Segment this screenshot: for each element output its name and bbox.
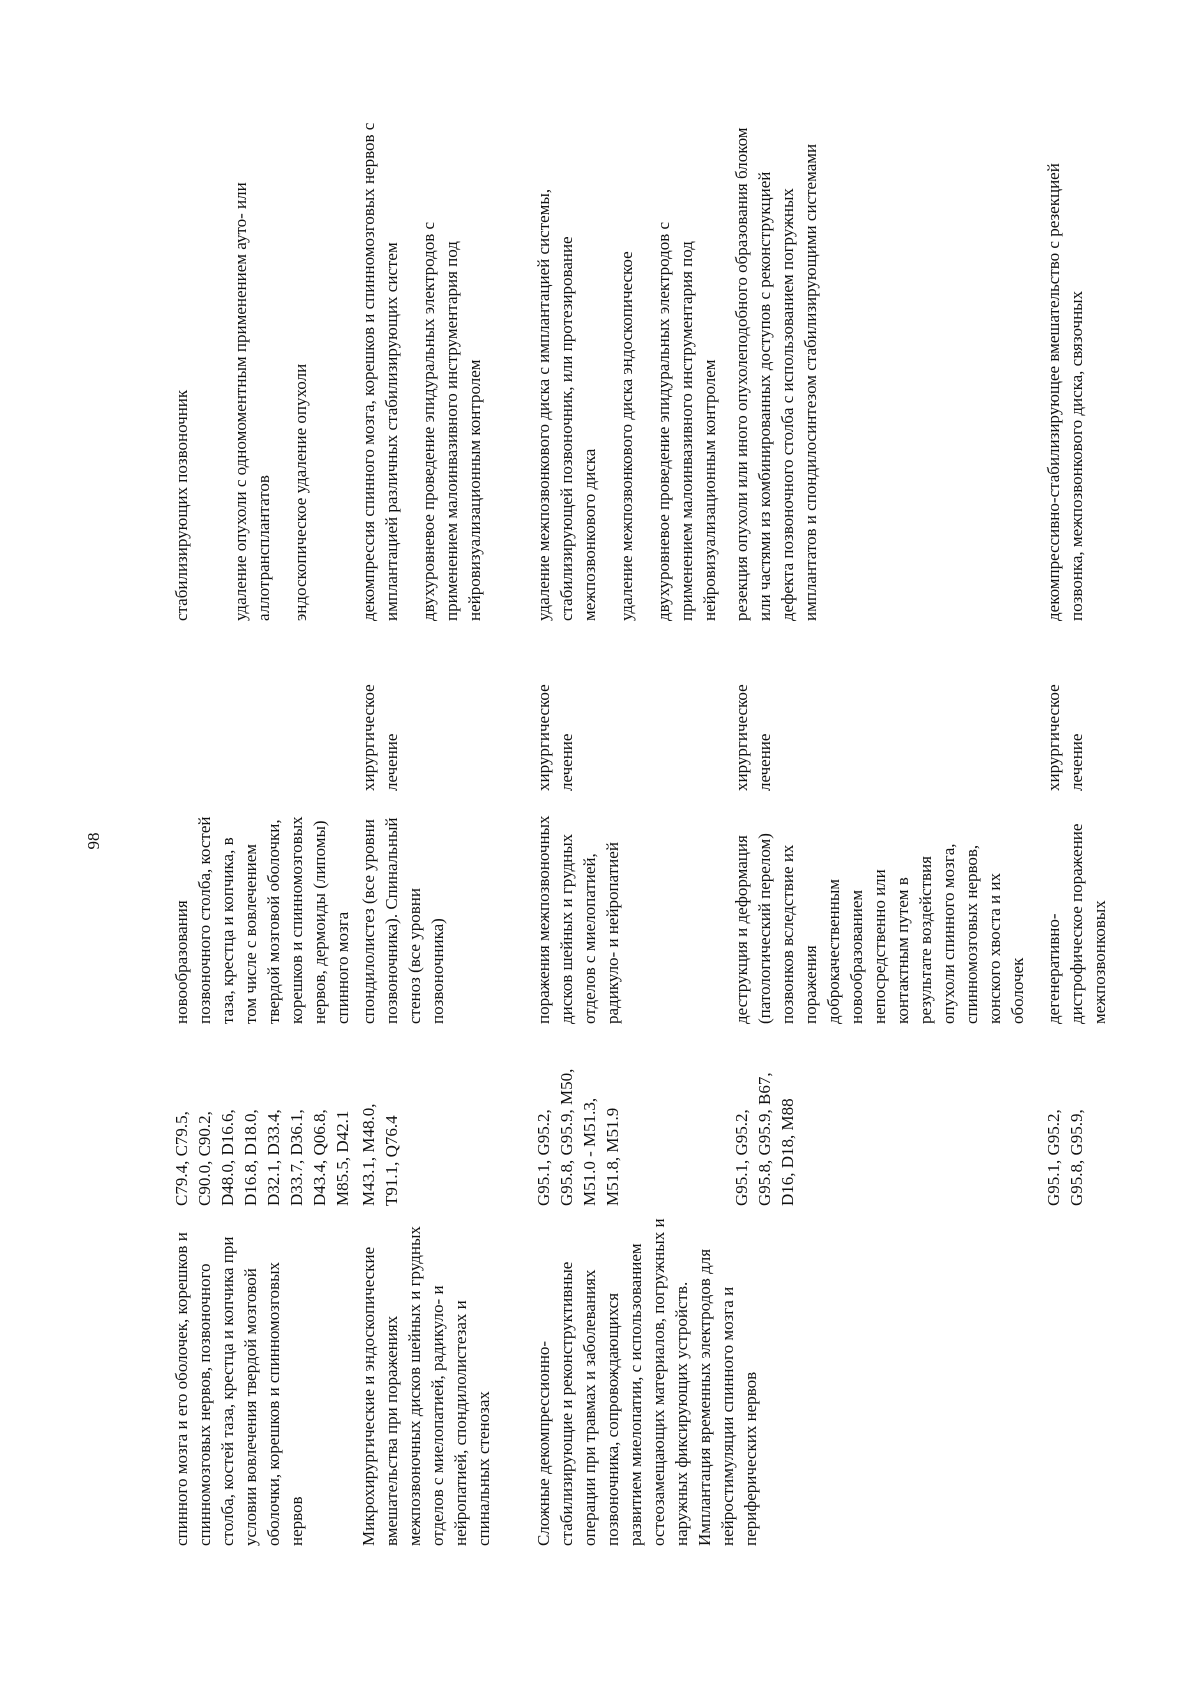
diagnosis-codes: G95.1, G95.2, G95.8, G95.9, B67, D16, D18, M88 [732, 1072, 797, 1206]
method-item: декомпрессивно-стабилизирующее вмешательство с резекцией позвонка, межпозвонкового диска, связочных [1044, 163, 1086, 621]
procedure-name: Микрохирургические и эндоскопические вмешательства при поражениях межпозвоночных дисков шейных и грудных отделов с миелопатией, радикуло- и нейропатией, спондилолистезах и спинальных стенозах [359, 1226, 493, 1546]
treatment-type: хирургическое лечение [732, 684, 774, 791]
method-item: двухуровневое проведение эпидуральных электродов с применением малоинвазивного инструментария под нейровизуализационным контролем [654, 221, 719, 621]
diagnosis-codes: G95.1, G95.2, G95.8, G95.9, [1044, 1109, 1086, 1206]
method-item: резекция опухоли или иного опухолеподобного образования блоком или частями из комбинированных доступов с реконструкцией дефекта позвоночного столба с использованием погружных имплантатов и спондилосинтезом стабилизирующими системами [732, 127, 820, 621]
diagnosis-codes: C79.4, C79.5, C90.0, C90.2, D48.0, D16.6, D16.8, D18.0, D32.1, D33.4, D33.7, D36.1, D43.4, Q06.8, M85.5, D42.1 [172, 1109, 352, 1206]
treatment-methods [532, 121, 735, 621]
patient-model: деструкция и деформация (патологический перелом) позвонков вследствие их поражения доброкачественным новообразованием непосредственно или контактным путем в результате воздействия опухоли спинного мозга, спинномозговых нервов, конского хвоста и их оболочек [732, 833, 1027, 1024]
method-item: эндоскопическое удаление опухоли [291, 363, 310, 621]
rotated-content [0, 36, 1200, 1696]
treatment-methods [170, 121, 326, 621]
patient-model: новообразования позвоночного столба, костей таза, крестца и копчика, в том числе с вовлечением твердой мозговой оболочки, корешков и спинномозговых нервов, дермоиды (липомы) спинного мозга [172, 816, 352, 1024]
treatment-methods [730, 121, 836, 621]
treatment-methods [1042, 121, 1102, 621]
procedure-name: Сложные декомпрессионно-стабилизирующие и реконструктивные операции при травмах и заболеваниях позвоночника, сопровождающихся развитием миелопатии, с использованием остеозамещающих материалов, погружных и наружных фиксирующих устройств. Имплантация временных электродов для нейростимуляции спинного мозга и периферических нервов [534, 1218, 760, 1546]
table-row [357, 116, 557, 1546]
method-item: удаление межпозвонкового диска с имплантацией системы, стабилизирующей позвоночник, или протезирование межпозвонкового диска [534, 188, 599, 621]
method-item: удаление опухоли с одномоментным применением ауто- или аллотрансплантатов [231, 182, 273, 621]
table-row [730, 116, 1027, 1546]
method-item: удаление межпозвонкового диска эндоскопическое [617, 251, 636, 621]
method-item: двухуровневое проведение эпидуральных электродов с применением малоинвазивного инструментария под нейровизуализационным контролем [419, 221, 484, 621]
method-item: стабилизирующих позвоночник [172, 389, 191, 621]
table-row [170, 116, 370, 1546]
page-number: 98 [84, 832, 103, 850]
treatment-methods [357, 121, 500, 621]
treatment-type: хирургическое лечение [1044, 684, 1086, 791]
method-item: декомпрессия спинного мозга, корешков и спинномозговых нервов с имплантацией различных стабилизирующих систем [359, 122, 401, 621]
treatment-type: хирургическое лечение [534, 684, 576, 791]
patient-model: дегенеративно-дистрофическое поражение межпозвонковых [1044, 823, 1109, 1024]
table-row [532, 116, 760, 1546]
patient-model: поражения межпозвоночных дисков шейных и грудных отделов с миелопатией, радикуло- и нейропатией [534, 815, 622, 1024]
procedure-name: спинного мозга и его оболочек, корешков и спинномозговых нервов, позвоночного столба, костей таза, крестца и копчика при условии вовлечения твердой мозговой оболочки, корешков и спинномозговых нервов [172, 1232, 306, 1546]
patient-model: спондилолистез (все уровни позвоночника). Спинальный стеноз (все уровни позвоночника) [359, 817, 447, 1024]
table-row [1042, 116, 1112, 1546]
treatment-type: хирургическое лечение [359, 684, 401, 791]
diagnosis-codes: G95.1, G95.2, G95.8, G95.9, M50, M51.0 - M51.3, M51.8, M51.9 [534, 1068, 622, 1206]
diagnosis-codes: M43.1, M48.0, T91.1, Q76.4 [359, 1103, 401, 1206]
